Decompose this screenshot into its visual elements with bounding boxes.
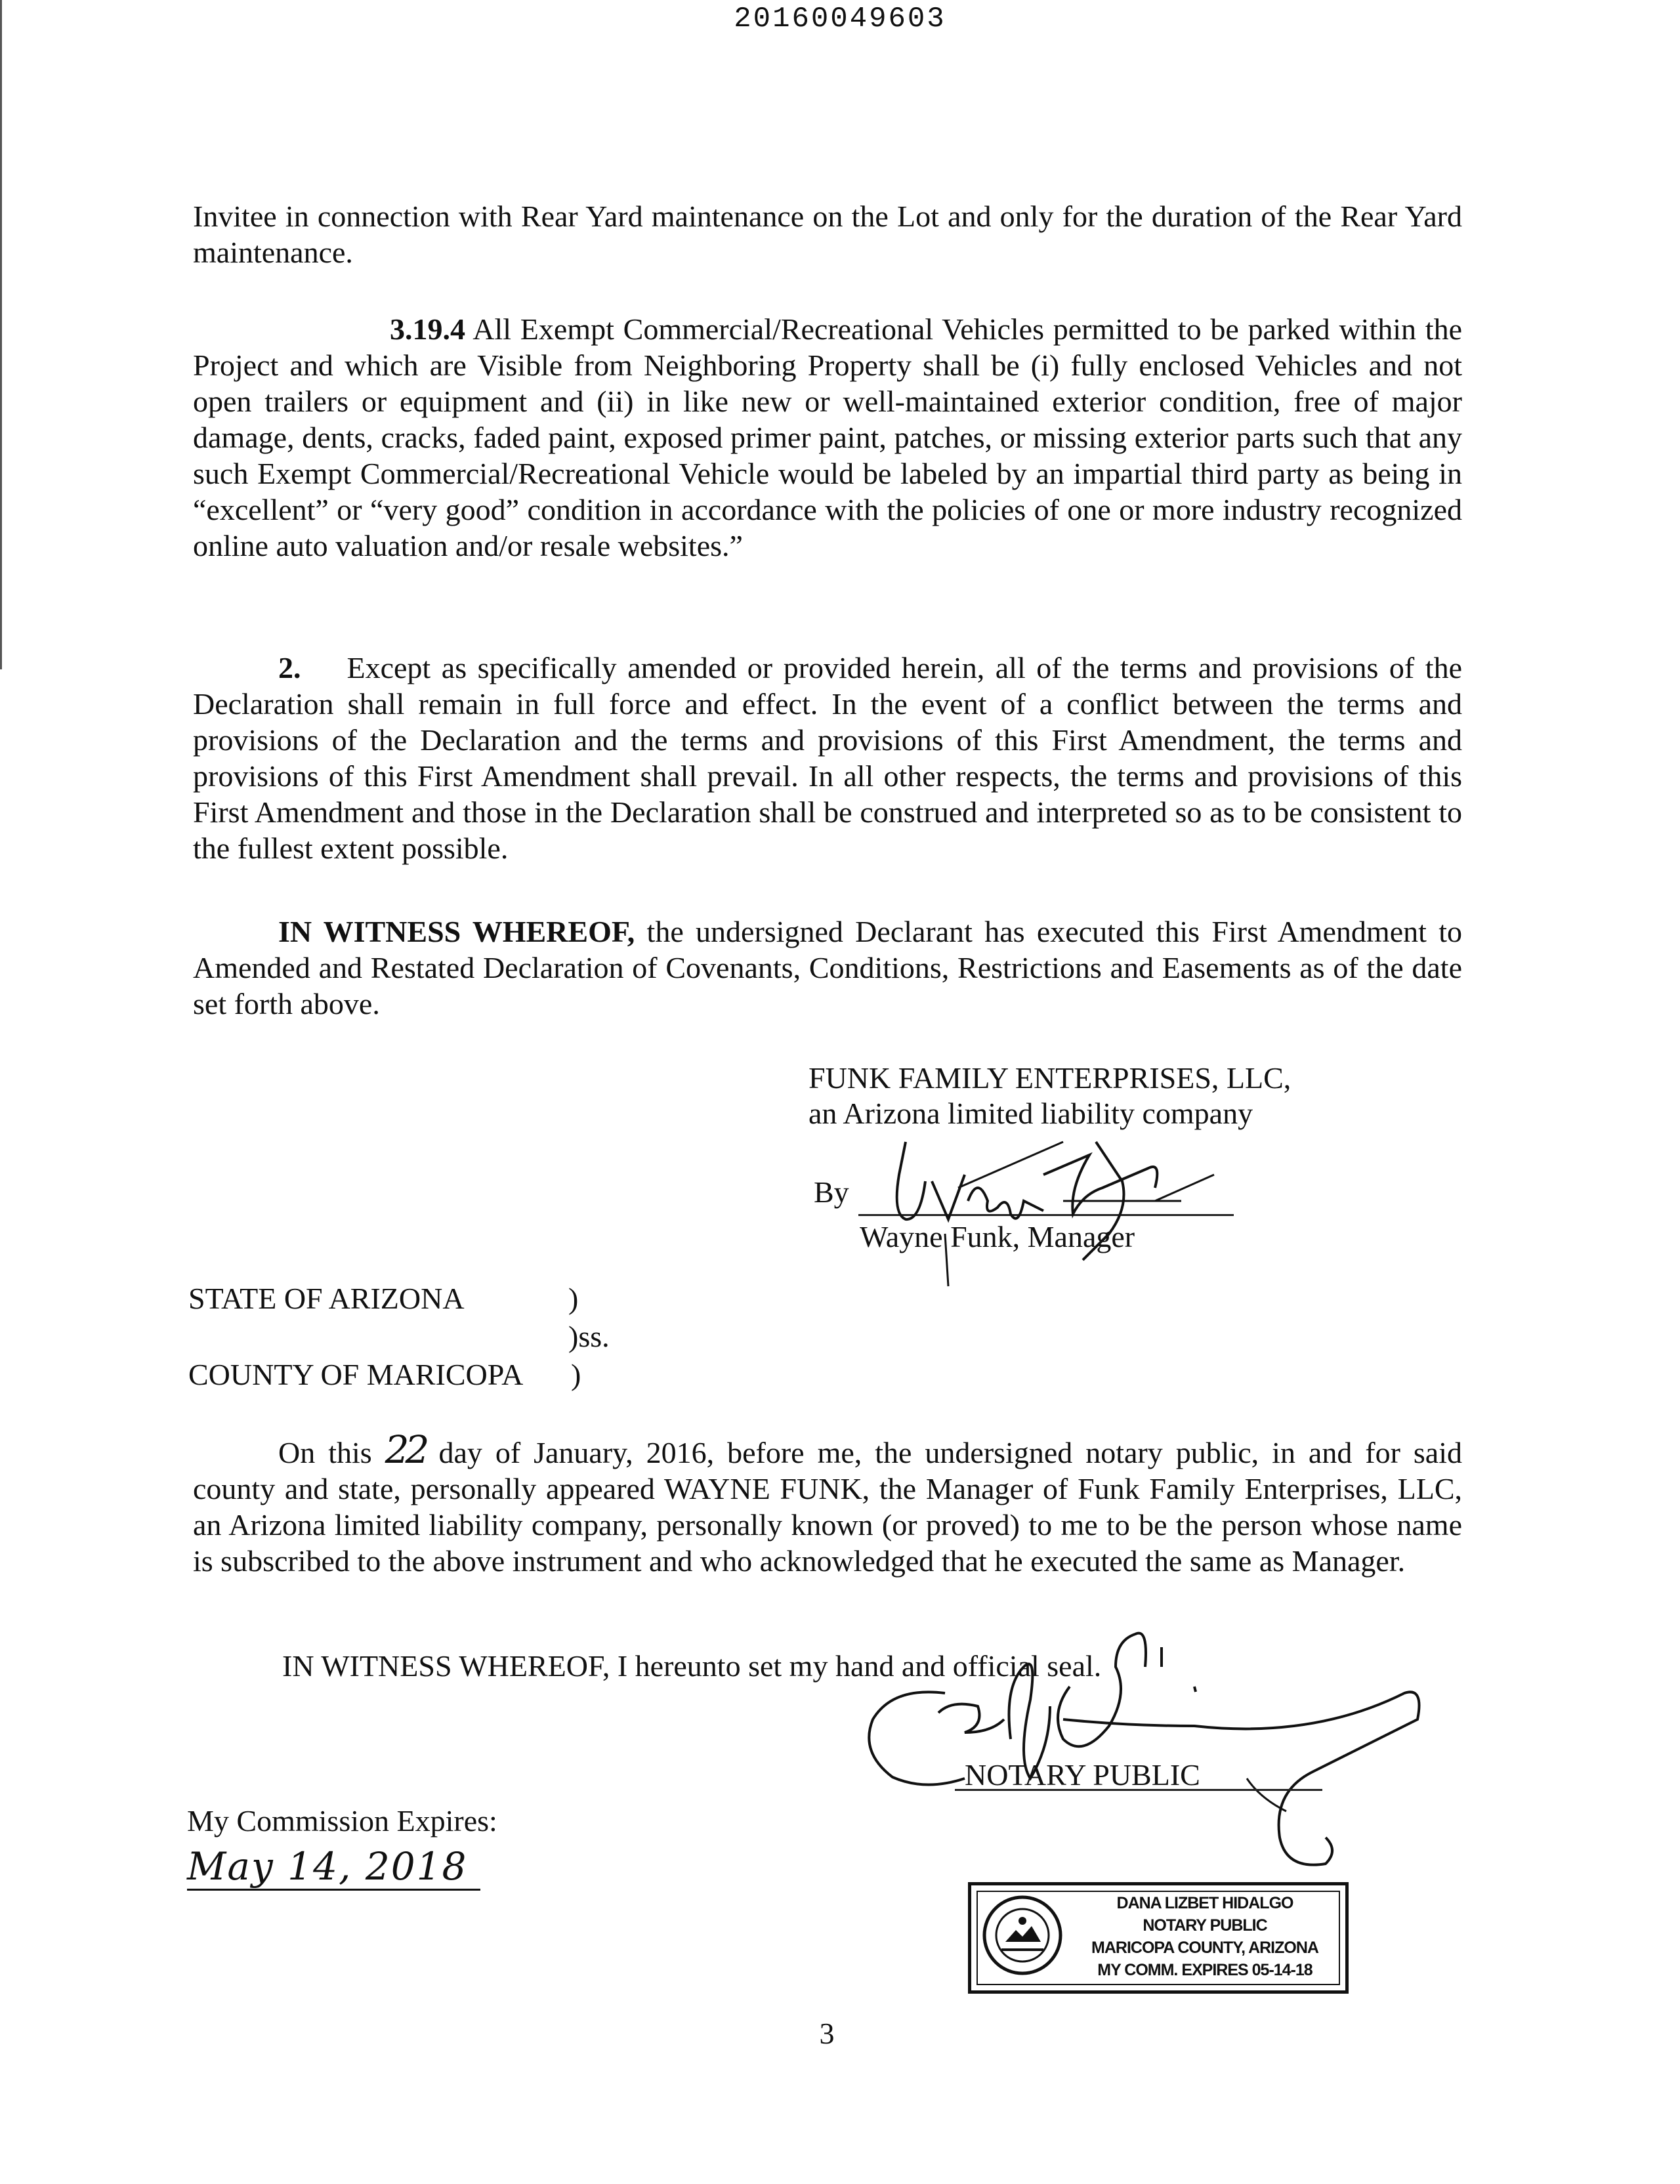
state-seal-icon [982,1895,1063,1976]
notary-witness-line: IN WITNESS WHEREOF, I hereunto set my hand and official seal. [282,1649,1102,1683]
acknowledgment-paragraph [193,1427,1463,1579]
section-number: 2. [278,651,301,684]
scan-edge-line [0,0,2,669]
section-text: All Exempt Commercial/Recreational Vehicles permitted to be parked within the Project and which are Visible from Neighboring Property shall be (i) fully enclosed Vehicles and not open trailers or equipment and (ii) in like new or well-maintained exterior condition, free of major damage, dents, cracks, faded paint, exposed primer paint, patches, or missing exterior parts such that any such Exempt Commercial/Recreational Vehicle would be labeled by an impartial third party as being in “excellent” or “very good” condition in accordance with the policies of one or more industry recognized online auto valuation and/or resale websites.” [193,312,1462,562]
recording-number: 20160049603 [734,3,946,35]
signature-wayne-funk [847,1102,1253,1293]
witness-paragraph [193,914,1462,1022]
section-3-19-4 [193,311,1462,564]
witness-lead: IN WITNESS WHEREOF, [278,915,635,948]
commission-date-handwritten: May 14, 2018 [187,1844,480,1891]
by-label: By [814,1175,849,1209]
section-number: 3.19.4 [390,312,465,346]
stamp-text [1070,1892,1340,1981]
stamp-notary-name: DANA LIZBET HIDALGO [1116,1894,1293,1912]
venue-ss: )ss. [568,1320,610,1353]
stamp-county: MARICOPA COUNTY, ARIZONA [1091,1939,1318,1957]
section-text: Except as specifically amended or provided herein, all of the terms and provisions of the Declaration shall remain in full force and effect. In the event of a conflict between the terms and provisions of the Declaration and the terms and provisions of this First Amendment, the terms and provisions of this First Amendment shall prevail. In all other respects, the terms and provisions of this First Amendment and those in the Declaration shall be construed and interpreted so as to be consistent to the fullest extent possible. [193,651,1462,865]
venue-state: STATE OF ARIZONA [188,1282,465,1315]
witness-text: the undersigned Declarant has executed this First Amendment to Amended and Restated Declaration of Covenants, Conditions, Restrictions and Easements as of the date set forth above. [193,915,1462,1020]
venue-paren: ) [571,1358,581,1391]
signer-name: Wayne Funk, Manager [860,1220,1135,1253]
paragraph-continuation: Invitee in connection with Rear Yard maintenance on the Lot and only for the duration of the Rear Yard maintenance. [193,200,1462,269]
ack-text: day of January, 2016, before me, the undersigned notary public, in and for said county and state, personally appeared WAYNE FUNK, the Manager of Funk Family Enterprises, LLC, an Arizona limited liability company, personally known (or proved) to me to be the person whose name is subscribed to the above instrument and who acknowledged that he executed the same as Manager. [193,1436,1463,1578]
ack-lead: On this [278,1436,372,1469]
section-2 [193,650,1462,866]
entity-description: an Arizona limited liability company [808,1097,1253,1130]
stamp-expiration: MY COMM. EXPIRES 05-14-18 [1097,1961,1312,1979]
notary-stamp [968,1882,1349,1994]
page-number: 3 [819,2017,835,2050]
venue-county: COUNTY OF MARICOPA [188,1358,524,1391]
stamp-title: NOTARY PUBLIC [1143,1916,1267,1935]
commission-label: My Commission Expires: [187,1804,497,1838]
entity-name: FUNK FAMILY ENTERPRISES, LLC, [808,1061,1292,1095]
handwritten-day: 22 [385,1427,426,1472]
notary-public-label: NOTARY PUBLIC [965,1758,1200,1792]
venue-paren: ) [568,1282,579,1315]
